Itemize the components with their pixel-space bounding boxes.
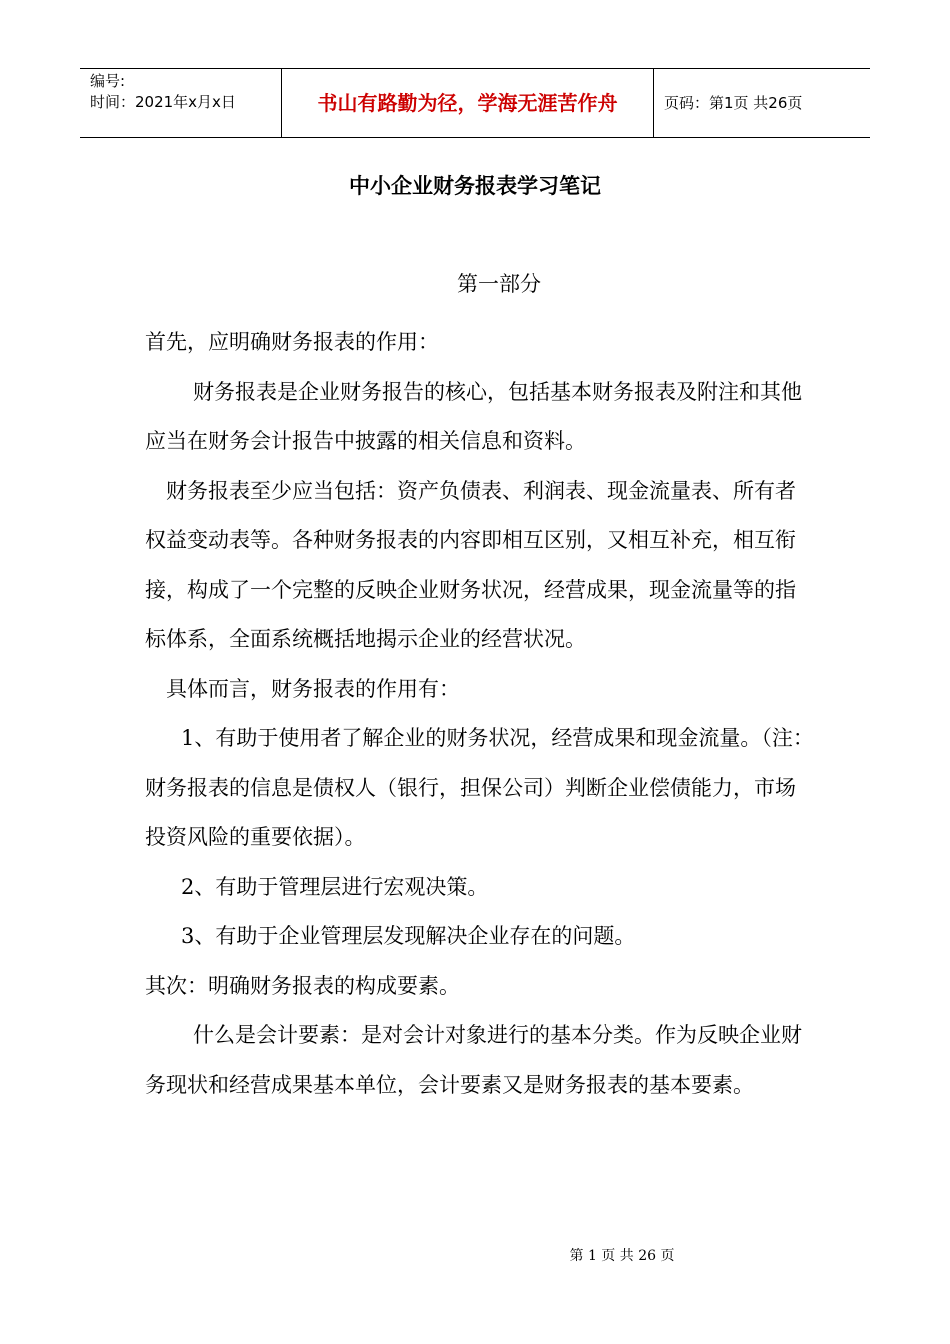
paragraph: 2、有助于管理层进行宏观决策。 — [181, 874, 489, 899]
paragraph: 什么是会计要素：是对会计对象进行的基本分类。作为反映企业财务现状和经营成果基本单位，会计要素又是财务报表的基本要素。 — [145, 1023, 802, 1097]
document-body — [145, 318, 815, 1110]
paragraph: 财务报表是企业财务报告的核心，包括基本财务报表及附注和其他应当在财务会计报告中披露的相关信息和资料。 — [145, 379, 802, 453]
paragraph: 其次：明确财务报表的构成要素。 — [145, 973, 460, 998]
paragraph: 财务报表至少应当包括：资产负债表、利润表、现金流量表、所有者权益变动表等。各种财务报表的内容即相互区别，又相互补充，相互衔接，构成了一个完整的反映企业财务状况，经营成果，现金流量等的指标体系，全面系统概括地揭示企业的经营状况。 — [145, 478, 796, 651]
header-meta — [80, 69, 282, 137]
section-heading: 第一部分 — [457, 272, 541, 296]
paragraph: 具体而言，财务报表的作用有： — [166, 676, 460, 701]
page-header — [80, 68, 870, 138]
document-number-label: 编号: — [90, 72, 126, 90]
page-footer: 第 1 页 共 26 页 — [569, 1248, 675, 1264]
paragraph: 1、有助于使用者了解企业的财务状况，经营成果和现金流量。（注：财务报表的信息是债权人（银行，担保公司）判断企业偿债能力，市场投资风险的重要依据）。 — [145, 726, 814, 849]
header-page-info: 页码：第1页 共26页 — [664, 94, 803, 112]
header-motto: 书山有路勤为径，学海无涯苦作舟 — [282, 69, 654, 137]
paragraph: 首先，应明确财务报表的作用： — [145, 330, 439, 354]
document-title: 中小企业财务报表学习笔记 — [349, 173, 601, 198]
paragraph: 3、有助于企业管理层发现解决企业存在的问题。 — [181, 924, 636, 948]
document-date: 时间：2021年x月x日 — [90, 93, 236, 111]
